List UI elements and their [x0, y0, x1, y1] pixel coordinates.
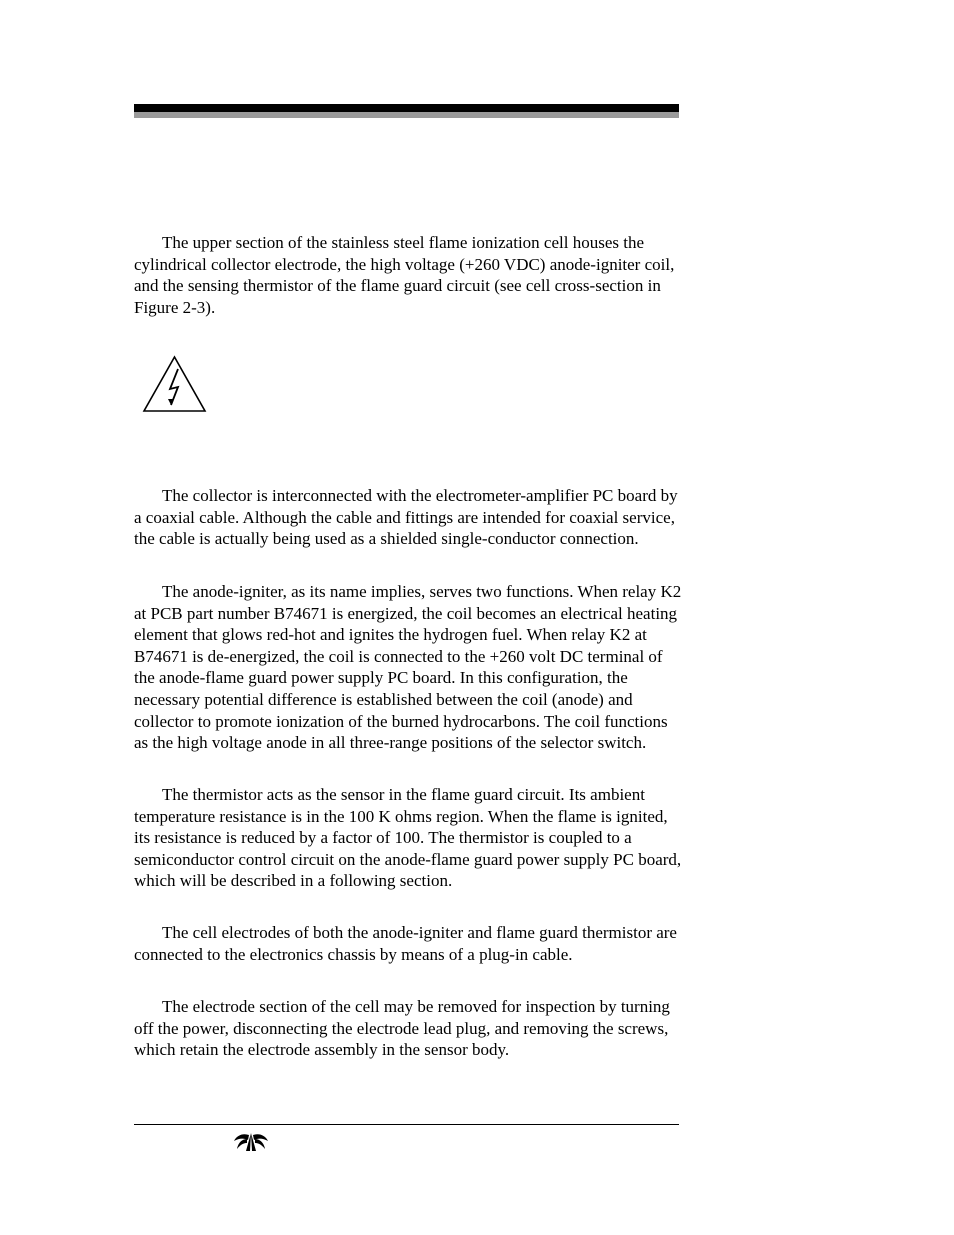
company-logo-icon: [233, 1130, 269, 1152]
header-rule-shadow: [134, 112, 679, 118]
paragraph-collector: The collector is interconnected with the electrometer-amplifier PC board by a coaxial cable. Although the cable and fittings are intended for coaxial service, the cable is actually being used as a shielded single-conductor connection.: [134, 486, 678, 549]
paragraph-electrode-removal: The electrode section of the cell may be removed for inspection by turning off the power, disconnecting the electrode lead plug, and removing the screws, which retain the electrode assembly in the sensor body.: [134, 997, 670, 1060]
paragraph-thermistor: The thermistor acts as the sensor in the flame guard circuit. Its ambient temperature resistance is in the 100 K ohms region. When the flame is ignited, its resistance is reduced by a factor of 100. The thermistor is coupled to a semiconductor control circuit on the anode-flame guard power supply PC board, which will be described in a following section.: [134, 785, 682, 891]
paragraph-cell-upper-section: The upper section of the stainless steel flame ionization cell houses the cylindrical collector electrode, the high voltage (+260 VDC) anode-igniter coil, and the sensing thermistor of the flame guard circuit (see cell cross-section in Figure 2-3).: [134, 233, 675, 317]
header-rule-thick: [134, 104, 679, 112]
paragraph-cell-electrodes: The cell electrodes of both the anode-igniter and flame guard thermistor are connected to the electronics chassis by means of a plug-in cable.: [134, 923, 677, 964]
high-voltage-warning-icon: [142, 355, 207, 413]
paragraph-anode-igniter: The anode-igniter, as its name implies, serves two functions. When relay K2 at PCB part number B74671 is energized, the coil becomes an electrical heating element that glows red-hot and ignites the hydrogen fuel. When relay K2 at B74671 is de-energized, the coil is connected to the +260 volt DC terminal of the anode-flame guard power supply PC board. In this configuration, the necessary potential difference is established between the coil (anode) and collector to promote ionization of the burned hydrocarbons. The coil functions as the high voltage anode in all three-range positions of the selector switch.: [134, 582, 682, 753]
footer-rule: [134, 1124, 679, 1125]
